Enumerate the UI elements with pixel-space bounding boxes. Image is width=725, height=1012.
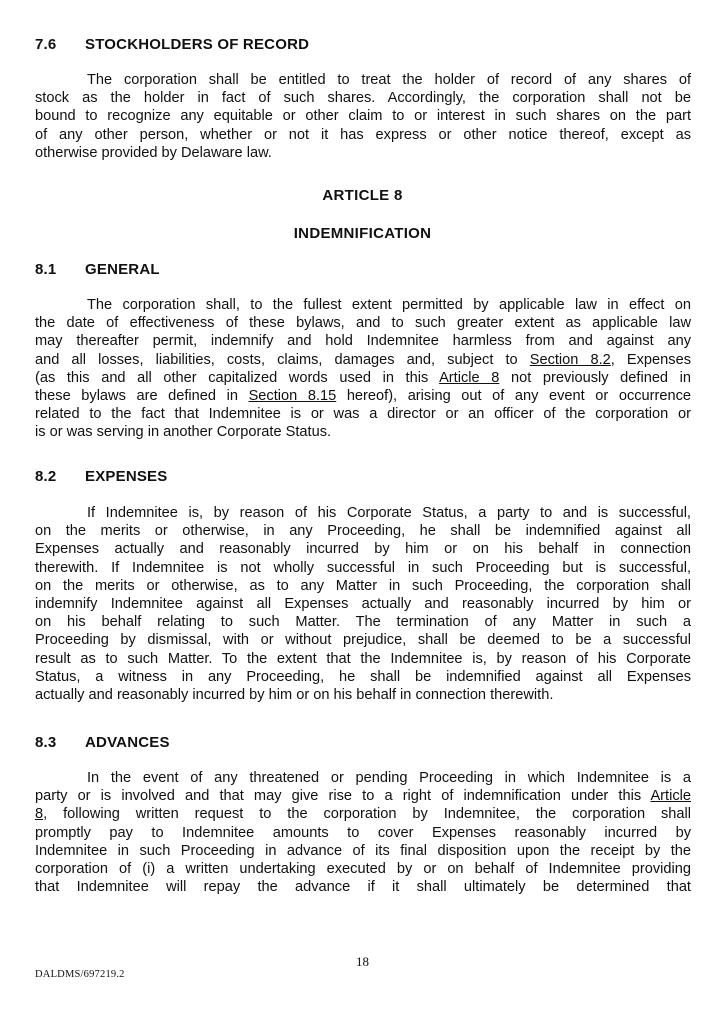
paragraph-line: may thereafter permit, indemnify and hold Indemnitee harmless from and against any — [35, 333, 691, 350]
paragraph-line: In the event of any threatened or pending Proceeding in which Indemnitee is a — [87, 770, 691, 786]
article-8-link[interactable]: Article 8 — [439, 369, 500, 386]
paragraph-line — [35, 351, 691, 369]
paragraph-line: therewith. If Indemnitee is not wholly successful in such Proceeding but is successful, — [35, 559, 691, 576]
section-number: 8.3 — [35, 734, 57, 751]
paragraph-line: otherwise provided by Delaware law. — [35, 144, 272, 161]
section-8-3-heading — [35, 734, 170, 752]
article-8-link-number[interactable]: 8 — [35, 806, 44, 823]
paragraph-line — [35, 787, 691, 805]
paragraph-line: related to the fact that Indemnitee is or was a director or an officer of the corporation or — [35, 406, 691, 423]
article-label: ARTICLE 8 — [322, 187, 403, 204]
paragraph-line: The corporation shall, to the fullest extent permitted by applicable law in effect on — [87, 297, 691, 313]
paragraph-line: The corporation shall be entitled to treat the holder of record of any shares of — [87, 72, 691, 88]
paragraph-line — [35, 387, 691, 405]
paragraph-line: Proceeding by dismissal, with or without prejudice, shall be deemed to be a successful — [35, 632, 691, 649]
section-number: 8.2 — [35, 468, 57, 485]
section-7-6-paragraph — [35, 71, 691, 162]
paragraph-line: If Indemnitee is, by reason of his Corporate Status, a party to and is successful, — [87, 505, 691, 521]
paragraph-line: actually and reasonably incurred by him or on his behalf in connection therewith. — [35, 687, 554, 704]
paragraph-text: , Expenses — [610, 351, 691, 368]
paragraph-line: Status, a witness in any Proceeding, he shall be indemnified against all Expenses — [35, 668, 691, 685]
paragraph-line — [35, 369, 691, 387]
paragraph-text: party or is involved and that may give rise to a right of indemnification under this — [35, 788, 642, 805]
section-8-15-link[interactable]: Section 8.15 — [248, 388, 337, 405]
paragraph-line: on his behalf relating to such Matter. The termination of any Matter in such a — [35, 614, 691, 631]
paragraph-line: result as to such Matter. To the extent that the Indemnitee is, by reason of his Corporate — [35, 650, 691, 667]
paragraph-text: hereof), arising out of any event or occurrence — [336, 388, 692, 405]
article-subtitle: INDEMNIFICATION — [293, 225, 432, 242]
section-8-3-paragraph — [35, 769, 691, 896]
paragraph-line: of any other person, whether or not it has express or other notice thereof, except as — [35, 126, 691, 143]
paragraph-line: Indemnitee in such Proceeding in advance of its final disposition upon the receipt by the — [35, 842, 691, 859]
paragraph-line: bound to recognize any equitable or other claim to or interest in such shares on the part — [35, 108, 691, 125]
paragraph-line: the date of effectiveness of these bylaws, and to such greater extent as applicable law — [35, 315, 691, 332]
paragraph-line: Expenses actually and reasonably incurred by him or on his behalf in connection — [35, 541, 691, 558]
section-title: GENERAL — [85, 261, 160, 278]
paragraph-line: on the merits or otherwise, as to any Matter in such Proceeding, the corporation shall — [35, 577, 691, 594]
paragraph-line: indemnify Indemnitee against all Expenses actually and reasonably incurred by him or — [35, 596, 691, 613]
paragraph-text: these bylaws are defined in — [35, 388, 238, 405]
section-number: 8.1 — [35, 261, 57, 278]
page-number: 18 — [356, 954, 369, 969]
section-title: STOCKHOLDERS OF RECORD — [85, 36, 310, 53]
paragraph-line: stock as the holder in fact of such shares. Accordingly, the corporation shall not be — [35, 90, 691, 107]
paragraph-text: (as this and all other capitalized words used in this — [35, 369, 429, 386]
paragraph-line: that Indemnitee will repay the advance if it shall ultimately be determined that — [35, 879, 691, 896]
article-8-link-word[interactable]: Article — [650, 788, 691, 805]
section-7-6-heading — [35, 36, 309, 54]
paragraph-line: on the merits or otherwise, in any Proceeding, he shall be indemnified against all — [35, 523, 691, 540]
paragraph-line — [35, 805, 691, 823]
section-8-2-link[interactable]: Section 8.2 — [529, 351, 611, 368]
section-8-1-heading — [35, 261, 160, 279]
section-title: ADVANCES — [85, 734, 170, 751]
paragraph-line: is or was serving in another Corporate Status. — [35, 424, 332, 441]
document-id: DALDMS/697219.2 — [35, 969, 125, 980]
paragraph-line: promptly pay to Indemnitee amounts to cover Expenses reasonably incurred by — [35, 824, 691, 841]
paragraph-text: and all losses, liabilities, costs, claims, damages and, subject to — [35, 351, 518, 368]
section-title: EXPENSES — [85, 468, 168, 485]
section-8-2-paragraph — [35, 504, 691, 704]
section-number: 7.6 — [35, 36, 57, 53]
section-8-2-heading — [35, 468, 167, 486]
section-8-1-paragraph — [35, 296, 691, 442]
paragraph-text: , following written request to the corporation by Indemnitee, the corporation shall — [43, 806, 691, 823]
paragraph-line: corporation of (i) a written undertaking executed by or on behalf of Indemnitee providing — [35, 861, 691, 878]
paragraph-text: not previously defined in — [499, 369, 692, 386]
